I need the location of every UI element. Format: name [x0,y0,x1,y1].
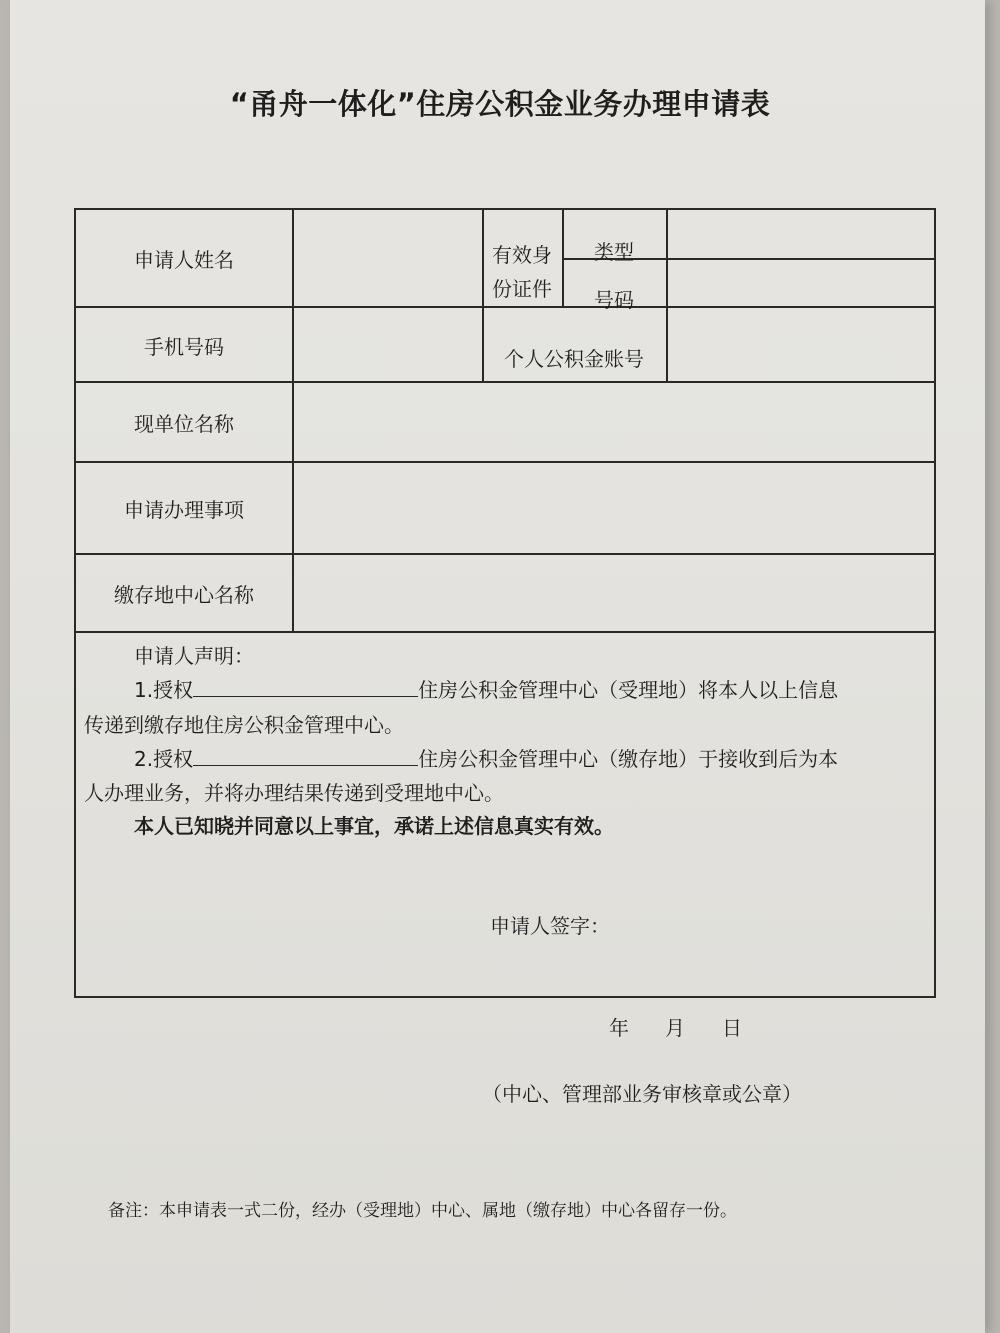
form-title: “甬舟一体化”住房公积金业务办理申请表 [229,87,771,121]
declaration-item-2-line2: 人办理业务，并将办理结果传递到受理地中心。 [84,781,504,805]
mobile-label: 手机号码 [144,335,224,359]
consent-statement: 本人已知晓并同意以上事宜，承诺上述信息真实有效。 [134,814,614,838]
seal-note: （中心、管理部业务审核章或公章） [482,1082,802,1106]
row-divider [76,381,934,383]
deposit-center-label: 缴存地中心名称 [114,583,254,607]
row-divider [76,461,934,463]
id-number-label: 号码 [594,288,634,312]
applicant-name-label: 申请人姓名 [134,248,234,272]
authorized-center-blank-2[interactable] [193,745,418,766]
date-year-label: 年 [609,1016,629,1040]
row-divider [76,631,934,633]
id-document-label-line2: 份证件 [492,277,552,301]
employer-label: 现单位名称 [134,412,234,436]
item1-suffix: 住房公积金管理中心（受理地）将本人以上信息 [418,678,839,702]
id-document-label [482,238,562,306]
declaration-item-2 [134,743,838,772]
declaration-item-1-line2: 传递到缴存地住房公积金管理中心。 [84,713,404,737]
row-divider [76,306,934,308]
item2-suffix: 住房公积金管理中心（缴存地）于接收到后为本 [418,747,839,771]
row-divider [76,553,934,555]
item1-prefix: 1.授权 [134,678,194,702]
fund-account-label: 个人公积金账号 [504,347,644,371]
column-divider [292,210,294,631]
authorized-center-blank-1[interactable] [193,676,418,697]
id-type-label: 类型 [594,240,634,264]
declaration-heading: 申请人声明： [134,644,254,668]
item2-prefix: 2.授权 [134,747,194,771]
footnote: 备注：本申请表一式二份，经办（受理地）中心、属地（缴存地）中心各留存一份。 [108,1201,737,1221]
signature-label: 申请人签字： [490,914,610,938]
column-divider [666,210,668,381]
declaration-item-1 [134,674,838,703]
id-document-label-line1: 有效身 [492,243,552,267]
matter-label: 申请办理事项 [124,498,244,522]
date-day-label: 日 [722,1016,742,1040]
application-form-table [74,208,936,1106]
date-month-label: 月 [665,1016,685,1040]
